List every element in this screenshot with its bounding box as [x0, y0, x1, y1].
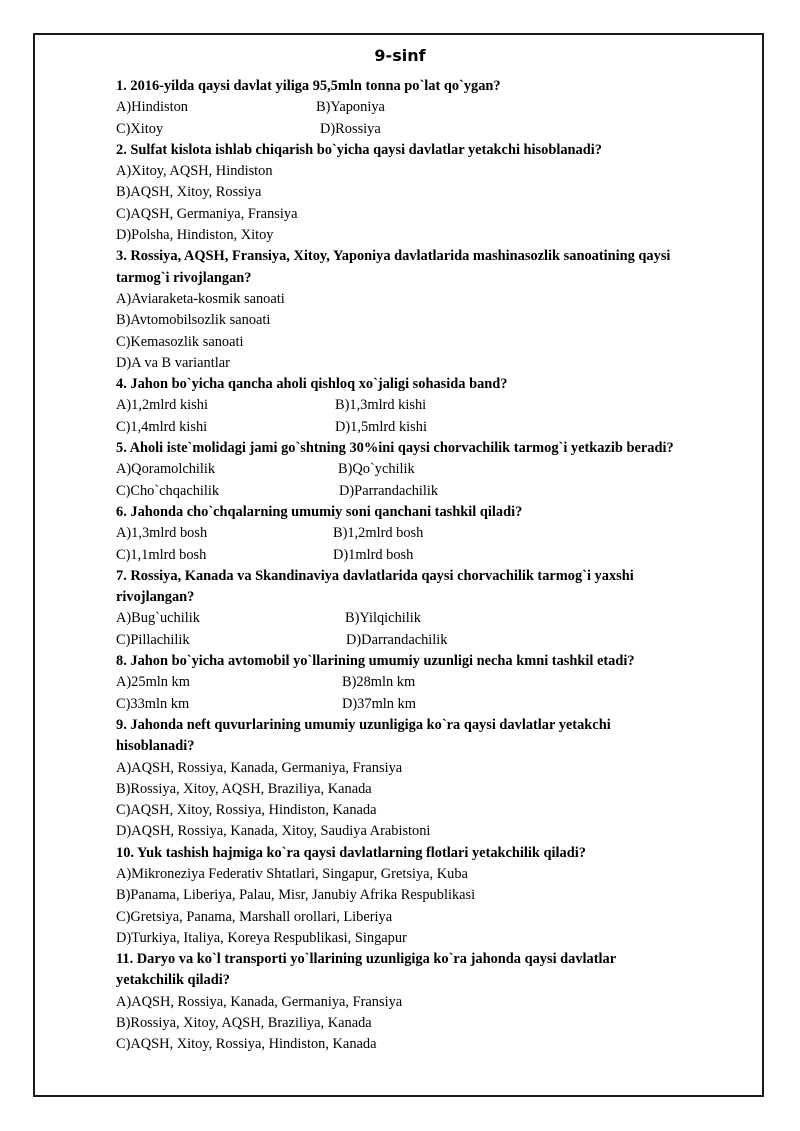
- option-b: B)1,2mlrd bosh: [333, 525, 424, 542]
- option-d: D)Rossiya: [320, 120, 381, 137]
- option-b: B)Yilqichilik: [345, 610, 421, 627]
- options-row: [116, 672, 756, 693]
- options-row: [116, 608, 756, 629]
- option-c: C)Kemasozlik sanoati: [116, 333, 244, 350]
- question-7-continued: rivojlangan?: [116, 589, 195, 606]
- question-11-continued: yetakchilik qiladi?: [116, 972, 230, 989]
- option-d: D)Darrandachilik: [346, 631, 448, 648]
- question-5: 5. Aholi iste`molidagi jami go`shtning 30%ini qaysi chorvachilik tarmog`i yetkazib beradi?: [116, 440, 674, 457]
- option-d: D)1mlrd bosh: [333, 546, 414, 563]
- option-d: D)Turkiya, Italiya, Koreya Respublikasi, Singapur: [116, 929, 407, 946]
- option-a: A)1,3mlrd bosh: [116, 525, 208, 542]
- question-3-continued: tarmog`i rivojlangan?: [116, 269, 252, 286]
- question-list: [116, 76, 756, 1056]
- question-10: 10. Yuk tashish hajmiga ko`ra qaysi davlatlarning flotlari yetakchilik qiladi?: [116, 844, 586, 861]
- option-c: C)Pillachilik: [116, 631, 190, 648]
- options-row: [116, 97, 756, 118]
- option-c: C)AQSH, Xitoy, Rossiya, Hindiston, Kanada: [116, 1036, 377, 1053]
- option-b: B)Rossiya, Xitoy, AQSH, Braziliya, Kanada: [116, 780, 372, 797]
- options-row: [116, 119, 756, 140]
- option-c: C)33mln km: [116, 695, 190, 712]
- option-d: D)37mln km: [342, 695, 416, 712]
- options-row: [116, 417, 756, 438]
- option-c: C)1,4mlrd kishi: [116, 418, 208, 435]
- option-a: A)Xitoy, AQSH, Hindiston: [116, 163, 273, 180]
- option-a: A)1,2mlrd kishi: [116, 397, 208, 414]
- option-d: D)Polsha, Hindiston, Xitoy: [116, 227, 274, 244]
- question-1: 1. 2016-yilda qaysi davlat yiliga 95,5mln tonna po`lat qo`ygan?: [116, 78, 501, 94]
- option-c: C)AQSH, Germaniya, Fransiya: [116, 205, 298, 222]
- option-c: C)AQSH, Xitoy, Rossiya, Hindiston, Kanada: [116, 802, 377, 819]
- question-8: 8. Jahon bo`yicha avtomobil yo`llarining umumiy uzunligi necha kmni tashkil etadi?: [116, 653, 635, 670]
- option-a: A)AQSH, Rossiya, Kanada, Germaniya, Fransiya: [116, 993, 403, 1010]
- option-b: B)Yaponiya: [316, 99, 385, 116]
- option-b: B)AQSH, Xitoy, Rossiya: [116, 184, 262, 201]
- page-title: 9-sinf: [374, 46, 426, 65]
- options-row: [116, 459, 756, 480]
- question-3: 3. Rossiya, AQSH, Fransiya, Xitoy, Yaponiya davlatlarida mashinasozlik sanoatining qaysi: [116, 248, 671, 265]
- option-a: A)AQSH, Rossiya, Kanada, Germaniya, Fransiya: [116, 759, 403, 776]
- option-b: B)Avtomobilsozlik sanoati: [116, 312, 271, 329]
- question-4: 4. Jahon bo`yicha qancha aholi qishloq xo`jaligi sohasida band?: [116, 376, 508, 393]
- option-d: D)Parrandachilik: [339, 482, 439, 499]
- option-a: A)Mikroneziya Federativ Shtatlari, Singapur, Gretsiya, Kuba: [116, 865, 468, 882]
- option-c: C)Xitoy: [116, 120, 164, 137]
- options-row: [116, 395, 756, 416]
- question-6: 6. Jahonda cho`chqalarning umumiy soni qanchani tashkil qiladi?: [116, 503, 523, 520]
- question-9: 9. Jahonda neft quvurlarining umumiy uzunligiga ko`ra qaysi davlatlar yetakchi: [116, 716, 611, 733]
- option-d: D)A va B variantlar: [116, 354, 230, 371]
- option-d: D)1,5mlrd kishi: [335, 418, 427, 435]
- option-a: A)Hindiston: [116, 99, 188, 116]
- option-a: A)Qoramolchilik: [116, 461, 216, 478]
- option-d: D)AQSH, Rossiya, Kanada, Xitoy, Saudiya Arabistoni: [116, 823, 431, 840]
- options-row: [116, 630, 756, 651]
- option-a: A)Aviaraketa-kosmik sanoati: [116, 290, 285, 307]
- option-c: C)Cho`chqachilik: [116, 482, 220, 499]
- option-a: A)Bug`uchilik: [116, 610, 200, 627]
- question-9-continued: hisoblanadi?: [116, 738, 195, 755]
- option-b: B)28mln km: [342, 674, 416, 691]
- options-row: [116, 545, 756, 566]
- options-row: [116, 481, 756, 502]
- options-row: [116, 694, 756, 715]
- question-7: 7. Rossiya, Kanada va Skandinaviya davlatlarida qaysi chorvachilik tarmog`i yaxshi: [116, 567, 634, 584]
- question-11: 11. Daryo va ko`l transporti yo`llarining uzunligiga ko`ra jahonda qaysi davlatlar: [116, 951, 617, 968]
- option-c: C)Gretsiya, Panama, Marshall orollari, Liberiya: [116, 908, 393, 925]
- option-c: C)1,1mlrd bosh: [116, 546, 207, 563]
- option-b: B)Qo`ychilik: [338, 461, 415, 478]
- option-b: B)1,3mlrd kishi: [335, 397, 427, 414]
- option-b: B)Panama, Liberiya, Palau, Misr, Janubiy Afrika Respublikasi: [116, 887, 476, 904]
- options-row: [116, 523, 756, 544]
- question-2: 2. Sulfat kislota ishlab chiqarish bo`yicha qaysi davlatlar yetakchi hisoblanadi?: [116, 141, 602, 158]
- option-b: B)Rossiya, Xitoy, AQSH, Braziliya, Kanada: [116, 1015, 372, 1032]
- option-a: A)25mln km: [116, 674, 190, 691]
